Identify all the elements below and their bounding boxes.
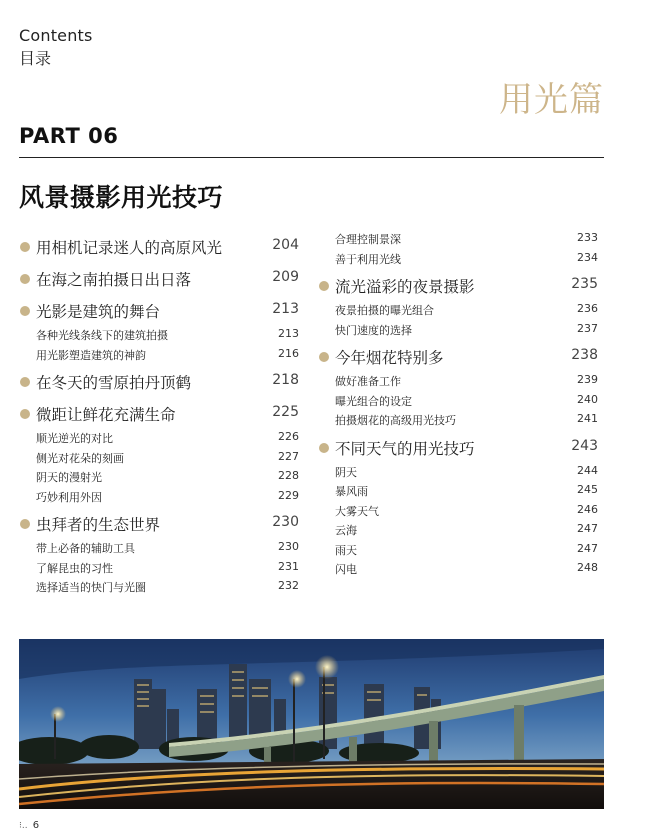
- toc-subentry[interactable]: [318, 371, 598, 391]
- toc-subentry-page: 216: [278, 346, 299, 360]
- toc-subentry[interactable]: [318, 320, 598, 340]
- toc-subentry-title: 雨天: [335, 543, 357, 557]
- toc-subentry-title: 做好准备工作: [335, 375, 401, 388]
- toc-subentry[interactable]: [318, 501, 598, 521]
- toc-subentry-page: 248: [577, 561, 598, 574]
- toc-subentry-title: 了解昆虫的习性: [36, 561, 113, 575]
- toc-subentry-page: 247: [577, 522, 598, 535]
- bullet-icon: [20, 242, 30, 252]
- toc-subentry-title: 侧光对花朵的刻画: [36, 451, 124, 465]
- bullet-icon: [20, 306, 30, 316]
- toc-subentry[interactable]: [318, 410, 598, 430]
- toc-subentry[interactable]: [19, 325, 299, 345]
- toc-subentry-title: 云海: [335, 524, 357, 537]
- contents-heading-zh: 目录: [19, 49, 52, 68]
- toc-subentry-title: 带上必备的辅助工具: [36, 542, 135, 555]
- bullet-icon: [20, 274, 30, 284]
- toc-subentry-title: 暴风雨: [335, 485, 368, 498]
- toc-right-column: [318, 229, 598, 579]
- bullet-icon: [20, 409, 30, 419]
- toc-entry[interactable]: [19, 512, 299, 538]
- toc-subentry-page: 213: [278, 327, 299, 340]
- toc-subentry-title: 拍摄烟花的高级用光技巧: [335, 414, 456, 427]
- toc-subentry-title: 巧妙利用外因: [36, 490, 102, 504]
- toc-entry[interactable]: [318, 436, 598, 462]
- toc-left-column: [19, 229, 299, 597]
- toc-subentry-title: 用光影塑造建筑的神韵: [36, 348, 146, 362]
- toc-subentry-title: 曝光组合的设定: [335, 394, 412, 408]
- bullet-icon: [20, 377, 30, 387]
- bullet-icon: [319, 443, 329, 453]
- bullet-icon: [319, 352, 329, 362]
- city-night-photo: [19, 639, 604, 809]
- toc-subentry-title: 阴天的漫射光: [36, 471, 102, 484]
- toc-subentry-page: 231: [278, 559, 299, 573]
- toc-subentry-title: 选择适当的快门与光圈: [36, 581, 146, 594]
- toc-subentry-title: 大雾天气: [335, 504, 379, 518]
- toc-entry-title: 在海之南拍摄日出日落: [36, 271, 192, 289]
- toc-subentry-page: 246: [577, 502, 598, 516]
- toc-subentry[interactable]: [318, 249, 598, 269]
- chapter-title: 风景摄影用光技巧: [19, 183, 224, 212]
- toc-subentry-page: 236: [577, 302, 598, 315]
- toc-subentry-title: 阴天: [335, 465, 357, 479]
- contents-heading-en: Contents: [19, 26, 93, 45]
- toc-subentry[interactable]: [318, 520, 598, 540]
- toc-subentry-title: 快门速度的选择: [335, 323, 412, 337]
- toc-subentry[interactable]: [318, 229, 598, 249]
- toc-subentry[interactable]: [19, 428, 299, 448]
- toc-entry-page: 218: [272, 372, 299, 388]
- toc-entry[interactable]: [19, 235, 299, 261]
- toc-subentry-title: 各种光线条线下的建筑拍摄: [36, 329, 168, 342]
- toc-subentry-page: 228: [278, 469, 299, 482]
- toc-subentry-page: 227: [278, 449, 299, 463]
- toc-entry-title: 流光溢彩的夜景摄影: [335, 278, 475, 296]
- toc-subentry-page: 245: [577, 483, 598, 496]
- toc-subentry-page: 240: [577, 392, 598, 406]
- toc-entry-page: 225: [272, 404, 299, 420]
- toc-entry-title: 用相机记录迷人的高原风光: [36, 239, 223, 257]
- toc-subentry-title: 顺光逆光的对比: [36, 432, 113, 445]
- page-footer: [19, 820, 39, 831]
- toc-subentry-title: 夜景拍摄的曝光组合: [335, 304, 434, 317]
- toc-entry-page: 213: [272, 301, 299, 317]
- toc-entry-title: 不同天气的用光技巧: [335, 439, 475, 458]
- toc-entry[interactable]: [318, 274, 598, 300]
- toc-subentry-page: 226: [278, 430, 299, 443]
- toc-entry-page: 243: [571, 437, 598, 454]
- toc-entry-page: 230: [272, 514, 299, 530]
- toc-subentry[interactable]: [19, 467, 299, 487]
- toc-entry-page: 235: [571, 276, 598, 292]
- toc-subentry[interactable]: [318, 559, 598, 579]
- toc-subentry[interactable]: [19, 345, 299, 365]
- toc-subentry-page: 233: [577, 231, 598, 244]
- title-divider: [19, 157, 604, 158]
- toc-subentry[interactable]: [19, 577, 299, 597]
- toc-subentry-page: 232: [278, 579, 299, 592]
- toc-subentry[interactable]: [318, 300, 598, 320]
- part-label: PART 06: [19, 124, 119, 148]
- toc-subentry-title: 合理控制景深: [335, 233, 401, 246]
- toc-subentry-title: 善于利用光线: [335, 252, 401, 266]
- toc-entry[interactable]: [318, 345, 598, 371]
- section-title: 用光篇: [499, 80, 604, 120]
- toc-subentry[interactable]: [19, 448, 299, 468]
- toc-entry-title: 虫拜者的生态世界: [36, 516, 161, 534]
- toc-entry[interactable]: [19, 299, 299, 325]
- toc-subentry-page: 247: [577, 541, 598, 555]
- toc-subentry[interactable]: [318, 462, 598, 482]
- toc-subentry[interactable]: [19, 558, 299, 578]
- toc-entry-title: 在冬天的雪原拍丹顶鹤: [36, 374, 192, 392]
- toc-entry-page: 209: [272, 269, 299, 285]
- toc-subentry-page: 239: [577, 373, 598, 386]
- toc-entry-title: 光影是建筑的舞台: [36, 303, 161, 321]
- toc-subentry-page: 229: [278, 488, 299, 502]
- toc-entry[interactable]: [19, 402, 299, 428]
- bullet-icon: [319, 281, 329, 291]
- toc-entry-page: 204: [272, 237, 299, 253]
- toc-subentry-page: 234: [577, 250, 598, 264]
- toc-entry[interactable]: [19, 267, 299, 293]
- toc-subentry-title: 闪电: [335, 563, 357, 576]
- toc-subentry[interactable]: [19, 538, 299, 558]
- footer-marker: ⁝..: [19, 821, 28, 831]
- toc-subentry-page: 241: [577, 412, 598, 425]
- toc-subentry[interactable]: [318, 391, 598, 411]
- toc-subentry-page: 230: [278, 540, 299, 553]
- toc-entry[interactable]: [19, 370, 299, 396]
- toc-subentry-page: 237: [577, 321, 598, 335]
- toc-subentry[interactable]: [318, 481, 598, 501]
- toc-subentry[interactable]: [318, 540, 598, 560]
- page-number: 6: [32, 820, 40, 831]
- toc-entry-title: 微距让鲜花充满生命: [36, 406, 176, 424]
- bullet-icon: [20, 519, 30, 529]
- toc-subentry[interactable]: [19, 487, 299, 507]
- toc-entry-page: 238: [571, 347, 598, 363]
- toc-subentry-page: 244: [577, 463, 598, 477]
- toc-entry-title: 今年烟花特别多: [335, 349, 444, 367]
